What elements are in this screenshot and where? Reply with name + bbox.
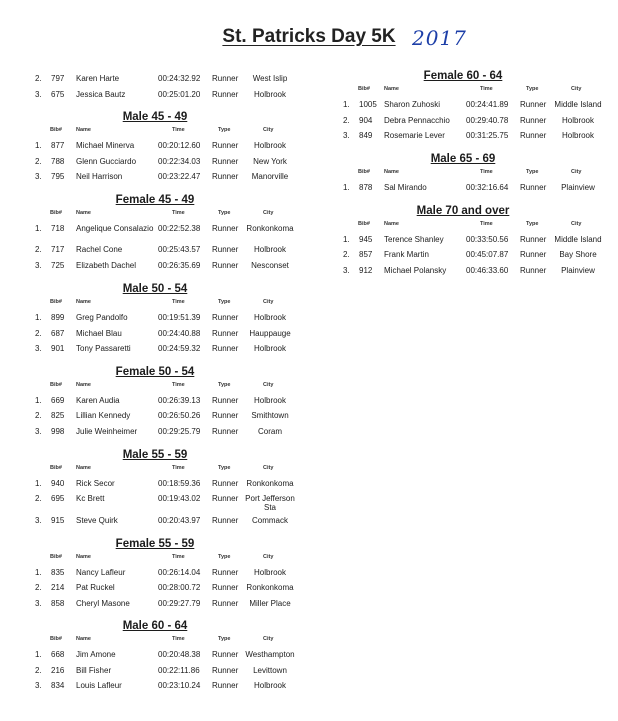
result-city: Bay Shore — [559, 250, 597, 259]
result-time: 00:45:07.87 — [466, 250, 509, 259]
result-name: Pat Ruckel — [76, 583, 115, 592]
column-header-name: Name — [384, 86, 399, 92]
result-time: 00:25:43.57 — [158, 245, 201, 254]
result-city: Ronkonkoma — [246, 583, 294, 592]
result-city: Holbrook — [253, 90, 286, 99]
result-time: 00:29:27.79 — [158, 599, 201, 608]
column-header-name: Name — [76, 210, 91, 216]
column-header-time: Time — [480, 86, 493, 92]
result-time: 00:33:50.56 — [466, 235, 509, 244]
result-place: 3. — [35, 90, 42, 99]
result-city: Holbrook — [253, 681, 286, 690]
result-place: 3. — [343, 266, 350, 275]
result-time: 00:19:51.39 — [158, 313, 201, 322]
result-time: 00:18:59.36 — [158, 479, 201, 488]
column-header-time: Time — [172, 210, 185, 216]
age-group-title: Male 45 - 49 — [122, 111, 188, 123]
column-header-type: Type — [526, 221, 539, 227]
column-header-bib: Bib# — [50, 299, 62, 305]
result-time: 00:28:00.72 — [158, 583, 201, 592]
result-place: 3. — [35, 599, 42, 608]
result-city: Plainview — [561, 183, 595, 192]
column-header-row — [0, 462, 310, 472]
column-header-city: City — [263, 382, 274, 388]
result-place: 2. — [35, 329, 42, 338]
result-time: 00:19:43.02 — [158, 494, 201, 503]
column-header-type: Type — [218, 127, 231, 133]
column-header-type: Type — [526, 169, 539, 175]
result-city: West Islip — [252, 74, 288, 83]
result-bib: 795 — [51, 172, 65, 181]
result-time: 00:32:16.64 — [466, 183, 509, 192]
result-bib: 825 — [51, 411, 65, 420]
result-time: 00:24:41.89 — [466, 100, 509, 109]
result-city: Ronkonkoma — [246, 479, 294, 488]
result-city: Middle Island — [554, 235, 602, 244]
result-bib: 945 — [359, 235, 373, 244]
result-time: 00:25:01.20 — [158, 90, 201, 99]
age-group-f5559 — [0, 537, 310, 561]
result-name: Bill Fisher — [76, 666, 112, 675]
column-header-row — [308, 83, 618, 93]
result-city: Plainview — [561, 266, 595, 275]
result-city: Holbrook — [253, 396, 286, 405]
column-header-city: City — [263, 210, 274, 216]
result-name: Angelique Consalazio — [76, 224, 154, 233]
result-type: Runner — [212, 583, 239, 592]
result-name: Tony Passaretti — [76, 344, 131, 353]
age-group-title: Male 60 - 64 — [122, 620, 188, 632]
column-header-time: Time — [172, 299, 185, 305]
result-city: Holbrook — [253, 245, 286, 254]
result-name: Jim Amone — [76, 650, 116, 659]
result-place: 2. — [35, 157, 42, 166]
result-name: Cheryl Masone — [76, 599, 130, 608]
column-header-time: Time — [480, 169, 493, 175]
column-header-name: Name — [384, 169, 399, 175]
result-city: Middle Island — [554, 100, 602, 109]
result-name: Frank Martin — [384, 250, 429, 259]
result-name: Karen Audia — [76, 396, 120, 405]
result-city: Ronkonkoma — [246, 224, 294, 233]
result-name: Rachel Cone — [76, 245, 123, 254]
column-header-name: Name — [76, 636, 91, 642]
column-header-name: Name — [384, 221, 399, 227]
column-header-bib: Bib# — [50, 554, 62, 560]
result-place: 3. — [35, 516, 42, 525]
result-city: Hauppauge — [249, 329, 291, 338]
column-header-bib: Bib# — [50, 382, 62, 388]
result-city: Nesconset — [251, 261, 289, 270]
column-header-time: Time — [172, 636, 185, 642]
result-bib: 877 — [51, 141, 65, 150]
result-bib: 834 — [51, 681, 65, 690]
result-name: Rick Secor — [76, 479, 115, 488]
result-type: Runner — [212, 329, 239, 338]
result-place: 1. — [35, 650, 42, 659]
result-time: 00:24:59.32 — [158, 344, 201, 353]
column-header-bib: Bib# — [50, 210, 62, 216]
result-place: 2. — [35, 666, 42, 675]
age-group-title: Male 50 - 54 — [122, 283, 188, 295]
result-bib: 669 — [51, 396, 65, 405]
result-city: Holbrook — [561, 131, 594, 140]
result-city: Holbrook — [253, 141, 286, 150]
result-time: 00:26:14.04 — [158, 568, 201, 577]
result-bib: 1005 — [359, 100, 377, 109]
result-name: Sharon Zuhoski — [384, 100, 441, 109]
result-place: 1. — [35, 396, 42, 405]
result-name: Rosemarie Lever — [384, 131, 445, 140]
result-bib: 797 — [51, 74, 65, 83]
result-bib: 915 — [51, 516, 65, 525]
column-header-city: City — [263, 465, 274, 471]
column-header-type: Type — [218, 210, 231, 216]
result-city: Holbrook — [253, 568, 286, 577]
result-place: 2. — [35, 411, 42, 420]
result-time: 00:23:22.47 — [158, 172, 201, 181]
result-place: 1. — [343, 100, 350, 109]
age-group-m5054 — [0, 282, 310, 306]
result-bib: 788 — [51, 157, 65, 166]
column-header-type: Type — [218, 465, 231, 471]
result-time: 00:26:35.69 — [158, 261, 201, 270]
column-header-type: Type — [218, 382, 231, 388]
result-type: Runner — [212, 74, 239, 83]
result-place: 2. — [35, 74, 42, 83]
column-header-row — [0, 379, 310, 389]
result-bib: 675 — [51, 90, 65, 99]
result-place: 2. — [35, 245, 42, 254]
result-bib: 858 — [51, 599, 65, 608]
result-place: 3. — [35, 172, 42, 181]
result-name: Louis Lafleur — [76, 681, 122, 690]
result-type: Runner — [212, 141, 239, 150]
column-header-time: Time — [480, 221, 493, 227]
result-name: Lillian Kennedy — [76, 411, 131, 420]
result-name: Michael Minerva — [76, 141, 135, 150]
result-city: Smithtown — [251, 411, 289, 420]
column-header-name: Name — [76, 382, 91, 388]
result-time: 00:26:50.26 — [158, 411, 201, 420]
result-bib: 718 — [51, 224, 65, 233]
result-bib: 717 — [51, 245, 65, 254]
column-header-city: City — [571, 169, 582, 175]
race-title: St. Patricks Day 5K — [222, 26, 396, 47]
result-type: Runner — [212, 650, 239, 659]
column-header-bib: Bib# — [50, 636, 62, 642]
result-bib: 668 — [51, 650, 65, 659]
result-name: Nancy Lafleur — [76, 568, 126, 577]
result-bib: 998 — [51, 427, 65, 436]
result-type: Runner — [520, 100, 547, 109]
result-time: 00:24:32.92 — [158, 74, 201, 83]
age-group-f6064 — [308, 69, 618, 93]
result-name: Steve Quirk — [76, 516, 118, 525]
result-bib: 940 — [51, 479, 65, 488]
age-group-title: Male 65 - 69 — [430, 153, 496, 165]
result-type: Runner — [212, 516, 239, 525]
column-header-time: Time — [172, 382, 185, 388]
column-header-name: Name — [76, 127, 91, 133]
result-city: Commack — [251, 516, 288, 525]
result-time: 00:29:40.78 — [466, 116, 509, 125]
age-group-f4549 — [0, 193, 310, 217]
column-header-city: City — [263, 554, 274, 560]
result-type: Runner — [212, 344, 239, 353]
age-group-title: Female 50 - 54 — [115, 366, 195, 378]
result-place: 1. — [35, 224, 42, 233]
result-bib: 857 — [359, 250, 373, 259]
result-type: Runner — [212, 666, 239, 675]
result-place: 1. — [343, 235, 350, 244]
result-city: Coram — [257, 427, 282, 436]
age-group-m70 — [308, 204, 618, 228]
age-group-title: Female 55 - 59 — [115, 538, 195, 550]
result-name: Debra Pennacchio — [384, 116, 450, 125]
result-type: Runner — [212, 494, 239, 503]
result-name: Michael Polansky — [384, 266, 447, 275]
column-header-type: Type — [218, 636, 231, 642]
result-type: Runner — [212, 157, 239, 166]
column-header-type: Type — [218, 299, 231, 305]
result-type: Runner — [212, 681, 239, 690]
result-time: 00:26:39.13 — [158, 396, 201, 405]
column-header-bib: Bib# — [358, 169, 370, 175]
age-group-f5054 — [0, 365, 310, 389]
result-type: Runner — [212, 313, 239, 322]
result-time: 00:22:52.38 — [158, 224, 201, 233]
result-place: 1. — [343, 183, 350, 192]
column-header-bib: Bib# — [358, 86, 370, 92]
result-name: Terence Shanley — [384, 235, 444, 244]
result-city: New York — [253, 157, 287, 166]
result-city: Levittown — [253, 666, 287, 675]
handwritten-year: 2017 — [412, 26, 467, 50]
result-city: Manorville — [251, 172, 289, 181]
result-name: Glenn Gucciardo — [76, 157, 137, 166]
result-bib: 878 — [359, 183, 373, 192]
result-bib: 912 — [359, 266, 373, 275]
result-time: 00:46:33.60 — [466, 266, 509, 275]
column-header-name: Name — [76, 554, 91, 560]
result-name: Michael Blau — [76, 329, 122, 338]
result-city: Port Jefferson Sta — [245, 494, 295, 512]
age-group-title: Female 45 - 49 — [115, 194, 195, 206]
column-header-time: Time — [172, 127, 185, 133]
result-type: Runner — [212, 245, 239, 254]
result-name: Kc Brett — [76, 494, 105, 503]
result-name: Jessica Bautz — [76, 90, 126, 99]
age-group-m4549 — [0, 110, 310, 134]
result-time: 00:29:25.79 — [158, 427, 201, 436]
result-place: 2. — [343, 116, 350, 125]
result-place: 2. — [35, 494, 42, 503]
column-header-bib: Bib# — [358, 221, 370, 227]
result-city: Miller Place — [249, 599, 291, 608]
column-header-time: Time — [172, 465, 185, 471]
result-type: Runner — [212, 599, 239, 608]
result-type: Runner — [212, 172, 239, 181]
result-name: Greg Pandolfo — [76, 313, 128, 322]
result-time: 00:20:48.38 — [158, 650, 201, 659]
column-header-city: City — [571, 221, 582, 227]
result-bib: 835 — [51, 568, 65, 577]
result-bib: 849 — [359, 131, 373, 140]
result-place: 1. — [35, 568, 42, 577]
page-title — [0, 26, 618, 48]
result-time: 00:24:40.88 — [158, 329, 201, 338]
result-bib: 899 — [51, 313, 65, 322]
result-time: 00:23:10.24 — [158, 681, 201, 690]
result-name: Karen Harte — [76, 74, 120, 83]
result-time: 00:20:12.60 — [158, 141, 201, 150]
result-time: 00:22:34.03 — [158, 157, 201, 166]
column-header-name: Name — [76, 299, 91, 305]
column-header-city: City — [263, 636, 274, 642]
column-header-row — [0, 633, 310, 643]
result-type: Runner — [520, 250, 547, 259]
result-place: 3. — [35, 344, 42, 353]
column-header-row — [308, 218, 618, 228]
column-header-bib: Bib# — [50, 465, 62, 471]
age-group-title: Male 55 - 59 — [122, 449, 188, 461]
age-group-m6569 — [308, 152, 618, 176]
column-header-city: City — [263, 299, 274, 305]
result-name: Sal Mirando — [384, 183, 427, 192]
result-city: Holbrook — [561, 116, 594, 125]
result-type: Runner — [212, 411, 239, 420]
result-bib: 687 — [51, 329, 65, 338]
result-type: Runner — [212, 568, 239, 577]
result-place: 2. — [343, 250, 350, 259]
age-group-title: Male 70 and over — [416, 205, 510, 217]
age-group-m5559 — [0, 448, 310, 472]
result-bib: 725 — [51, 261, 65, 270]
result-time: 00:22:11.86 — [158, 666, 200, 675]
result-time: 00:20:43.97 — [158, 516, 201, 525]
result-type: Runner — [212, 224, 239, 233]
column-header-type: Type — [526, 86, 539, 92]
result-place: 3. — [35, 261, 42, 270]
column-header-name: Name — [76, 465, 91, 471]
result-type: Runner — [212, 261, 239, 270]
result-type: Runner — [212, 479, 239, 488]
column-header-type: Type — [218, 554, 231, 560]
result-city: Holbrook — [253, 344, 286, 353]
column-header-row — [0, 124, 310, 134]
result-name: Julie Weinheimer — [76, 427, 138, 436]
result-type: Runner — [520, 131, 547, 140]
result-bib: 214 — [51, 583, 65, 592]
result-type: Runner — [212, 396, 239, 405]
result-city: Holbrook — [253, 313, 286, 322]
result-type: Runner — [212, 90, 239, 99]
result-bib: 904 — [359, 116, 373, 125]
age-group-m6064 — [0, 619, 310, 643]
result-place: 1. — [35, 141, 42, 150]
result-place: 3. — [35, 681, 42, 690]
column-header-row — [0, 296, 310, 306]
column-header-row — [0, 551, 310, 561]
column-header-bib: Bib# — [50, 127, 62, 133]
column-header-row — [308, 166, 618, 176]
result-city: Westhampton — [245, 650, 295, 659]
column-header-time: Time — [172, 554, 185, 560]
result-bib: 695 — [51, 494, 65, 503]
result-bib: 216 — [51, 666, 65, 675]
age-group-title: Female 60 - 64 — [423, 70, 503, 82]
result-name: Elizabeth Dachel — [76, 261, 137, 270]
column-header-city: City — [571, 86, 582, 92]
result-place: 1. — [35, 313, 42, 322]
result-place: 3. — [343, 131, 350, 140]
result-type: Runner — [212, 427, 239, 436]
result-type: Runner — [520, 116, 547, 125]
result-time: 00:31:25.75 — [466, 131, 509, 140]
column-header-row — [0, 207, 310, 217]
result-place: 3. — [35, 427, 42, 436]
result-place: 2. — [35, 583, 42, 592]
result-type: Runner — [520, 266, 547, 275]
result-type: Runner — [520, 235, 547, 244]
result-bib: 901 — [51, 344, 65, 353]
result-type: Runner — [520, 183, 547, 192]
result-name: Neil Harrison — [76, 172, 123, 181]
column-header-city: City — [263, 127, 274, 133]
result-place: 1. — [35, 479, 42, 488]
